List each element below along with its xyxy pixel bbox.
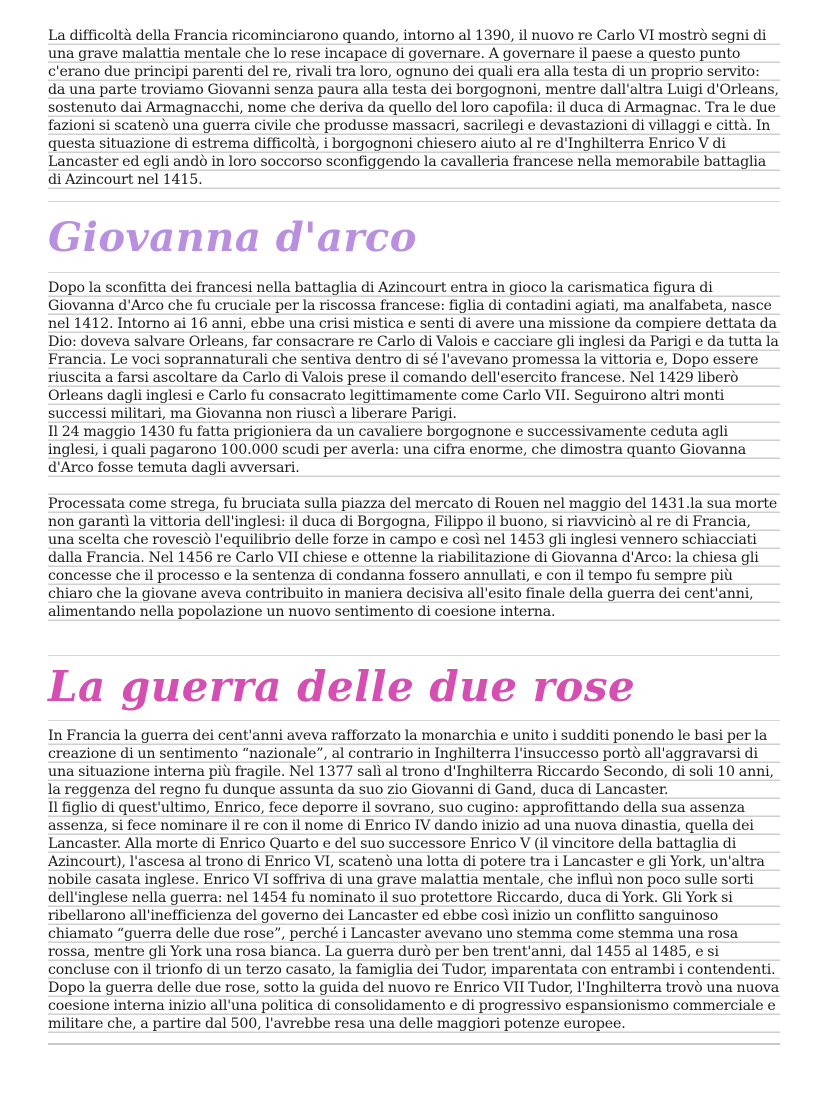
giovanna-paragraph-3: Processata come strega, fu bruciata sulla piazza del mercato di Rouen nel maggio del 1431.la sua morte non garantì la vittoria dell'inglesi: il duca di Borgogna, Filippo il buono, si riavvicinò al re di Francia, una scelta che rovesciò l'equilibrio delle forze in campo e così nel 1453 gli inglesi vennero schiacciati dalla Francia. Nel 1456 re Carlo VII chiese e ottenne la riabilitazione di Giovanna d'Arco: la chiesa gli concesse che il processo e la sentenza di condanna fossero annullati, e con il tempo fu sempre più chiaro che la giovane aveva contribuito in maniera decisiva all'esito finale della guerra dei cent'anni, alimentando nella popolazione un nuovo sentimento di coesione interna. bbox=[48, 495, 780, 621]
paragraph-gap bbox=[48, 477, 780, 495]
giovanna-paragraph-1: Dopo la sconfitta dei francesi nella battaglia di Azincourt entra in gioco la carismatica figura di Giovanna d'Arco che fu cruciale per la riscossa francese: figlia di contadini agiati, ma analfabeta, nasce nel 1412. Intorno ai 16 anni, ebbe una crisi mistica e senti di avere una missione da compiere dettata da Dio: doveva salvare Orleans, far consacrare re Carlo di Valois e cacciare gli inglesi da Parigi e da tutta la Francia. Le voci soprannaturali che sentiva dentro di sé l'avevano promessa la vittoria e, Dopo essere riuscita a farsi ascoltare da Carlo di Valois prese il comando dell'esercito francese. Nel 1429 liberò Orleans dagli inglesi e Carlo fu consacrato legittimamente come Carlo VII. Seguirono altri monti successi militari, ma Giovanna non riuscì a liberare Parigi. bbox=[48, 280, 779, 422]
intro-paragraph: La difficoltà della Francia ricominciarono quando, intorno al 1390, il nuovo re Carlo VI mostrò segni di una grave malattia mentale che lo rese incapace di governare. A governare il paese a questo punto c'erano due principi parenti del re, rivali tra loro, ognuno dei quali era alla testa di un proprio servito: da una parte troviamo Giovanni senza paura alla testa dei borgognoni, mentre dall'altra Luigi d'Orleans, sostenuto dai Armagnacchi, nome che deriva da quello del loro capofila: il duca di Armagnac. Tra le due fazioni si scatenò una guerra civile che produsse massacri, sacrilegi e devastazioni di villaggi e città. In questa situazione di estrema difficoltà, i borgognoni chiesero aiuto al re d'Inghilterra Enrico V di Lancaster ed egli andò in loro soccorso sconfiggendo la cavalleria francese nella memorabile battaglia di Azincourt nel 1415. bbox=[48, 28, 779, 188]
rose-paragraph-2: Il figlio di quest'ultimo, Enrico, fece deporre il sovrano, suo cugino: approfittando della sua assenza assenza, si fece nominare il re con il nome di Enrico IV dando inizio ad una nuova dinastia, quella dei Lancaster. Alla morte di Enrico Quarto e del suo successore Enrico V (il vincitore della battaglia di Azincourt), l'ascesa al trono di Enrico VI, scatenò una lotta di potere tra i Lancaster e gli York, un'altra nobile casata inglese. Enrico VI soffriva di una grave malattia mentale, che influì non poco sulle sorti dell'inglese nella guerra: nel 1454 fu nominato il suo protettore Riccardo, duca di York. Gli York si ribellarono all'inefficienza del governo dei Lancaster ed ebbe così inizio un conflitto sanguinoso chiamato “guerra delle due rose”, perché i Lancaster avevano uno stemma come stemma una rosa rossa, mentre gli York una rosa bianca. La guerra durò per ben trent'anni, dal 1455 al 1485, e si concluse con il trionfo di un terzo casato, la famiglia dei Tudor, imparentata con entrambi i contendenti. Dopo la guerra delle due rose, sotto la guida del nuovo re Enrico VII Tudor, l'Inghilterra trovò una nuova coesione interna inizio all'una politica di consolidamento e di progressivo espansionismo commerciale e militare che, a partire dal 500, l'avrebbe resa una delle maggiori potenze europee. bbox=[48, 800, 780, 1032]
giovanna-paragraph-2: Il 24 maggio 1430 fu fatta prigioniera da un cavaliere borgognone e successivamente ceduta agli inglesi, i quali pagarono 100.000 scudi per averla: una cifra enorme, che dimostra quanto Giovanna d'Arco fosse temuta dagli avversari. bbox=[48, 423, 780, 477]
bottom-rule bbox=[48, 1043, 780, 1045]
heading-giovanna-darco: Giovanna d'arco bbox=[48, 201, 780, 273]
rose-paragraph-1: In Francia la guerra dei cent'anni aveva rafforzato la monarchia e unito i sudditi ponendo le basi per la creazione di un sentimento “nazionale”, al contrario in Inghilterra l'insuccesso portò all'aggravarsi di una situazione interna più fragile. Nel 1377 salì al trono d'Inghilterra Riccardo Secondo, di soli 10 anni, la reggenza del regno fu dunque assunta da suo zio Giovanni di Gand, duca di Lancaster. bbox=[48, 727, 780, 799]
heading-guerra-delle-due-rose: La guerra delle due rose bbox=[48, 655, 780, 721]
